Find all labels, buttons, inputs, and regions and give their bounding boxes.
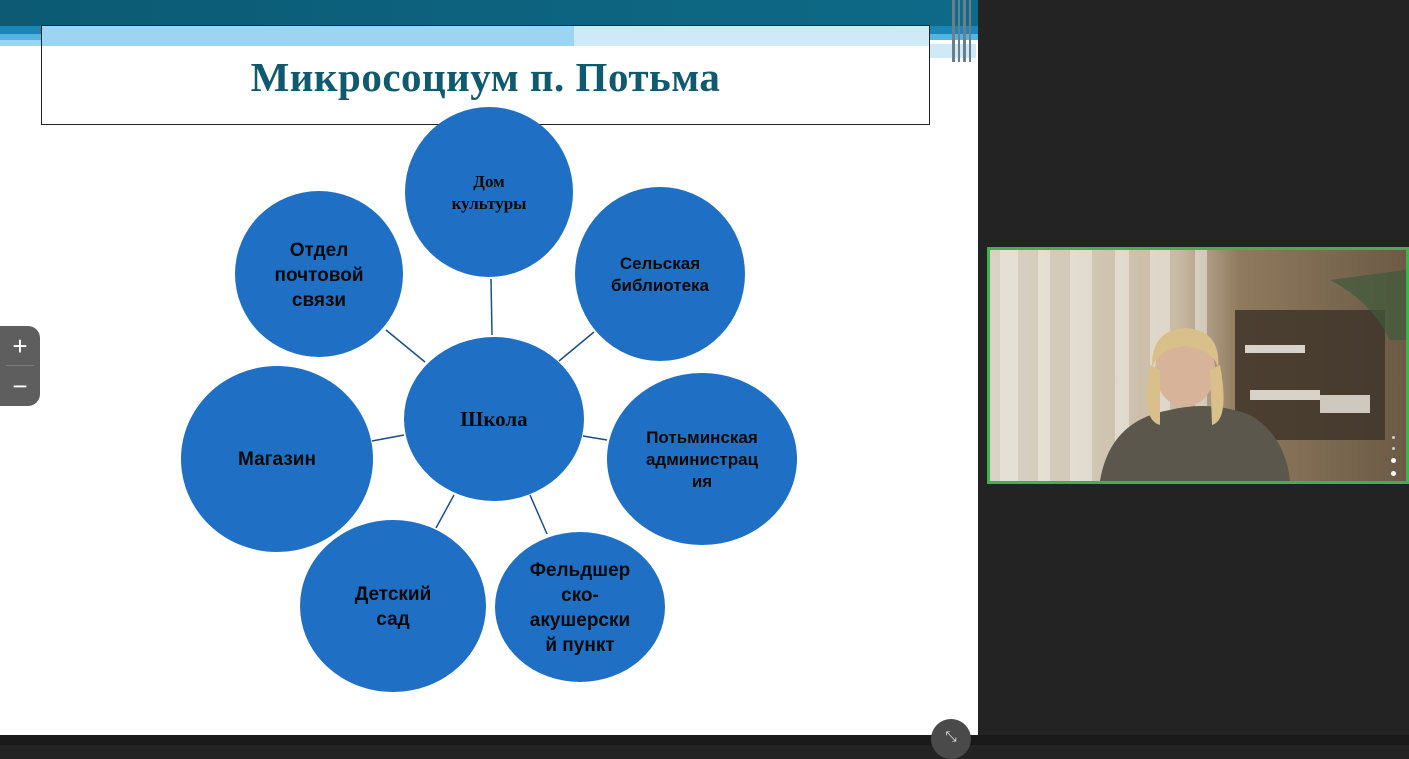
label-line: Школа [460, 406, 528, 431]
label-line: ско- [561, 585, 599, 606]
label-line: администрац [645, 450, 759, 469]
label-line: Отдел [289, 239, 349, 261]
connector-line [491, 279, 492, 335]
label-line: культуры [451, 194, 527, 213]
dot [1392, 447, 1395, 450]
label-line: ия [691, 472, 713, 491]
plus-icon: + [12, 330, 28, 361]
video-feed [990, 250, 1406, 481]
label-pochta [249, 236, 389, 314]
connector-line [372, 435, 404, 441]
slide-title: Микросоциум п. Потьма [250, 54, 721, 100]
label-detsad [322, 581, 464, 633]
connector-line [583, 436, 607, 440]
label-fap [505, 557, 655, 659]
bottom-bar [0, 735, 1409, 745]
label-line: Детский [354, 584, 432, 605]
label-line: Дом [473, 172, 505, 191]
zoom-out-button[interactable] [0, 366, 40, 406]
label-line: связи [291, 289, 347, 311]
label-administraciya [622, 425, 782, 495]
label-shkola [424, 405, 564, 433]
zoom-controls [0, 326, 40, 406]
label-line: Фельдшер [529, 560, 631, 581]
label-line: сад [376, 609, 410, 630]
label-line: й пункт [545, 635, 615, 656]
connector-line [436, 495, 454, 528]
label-line: Сельская [619, 254, 701, 273]
label-line: почтовой [274, 264, 364, 286]
connector-line [386, 330, 425, 362]
label-dom-kultury [419, 167, 559, 219]
label-line: библиотека [611, 276, 709, 295]
label-line: Потьминская [646, 428, 758, 447]
dot [1392, 436, 1395, 439]
label-line: Магазин [238, 448, 316, 470]
connector-line [530, 495, 547, 534]
zoom-in-button[interactable] [0, 326, 40, 366]
fullscreen-button[interactable] [931, 719, 971, 759]
more-options-button[interactable] [1388, 436, 1398, 476]
participant-video-tile[interactable] [987, 247, 1409, 484]
expand-icon: ⤡ [945, 728, 957, 744]
dot [1391, 458, 1396, 463]
label-magazin [197, 445, 357, 473]
dot [1391, 471, 1396, 476]
minus-icon: − [12, 370, 28, 401]
label-line: акушерски [529, 610, 631, 631]
label-biblioteka [590, 251, 730, 299]
connector-line [559, 332, 594, 361]
